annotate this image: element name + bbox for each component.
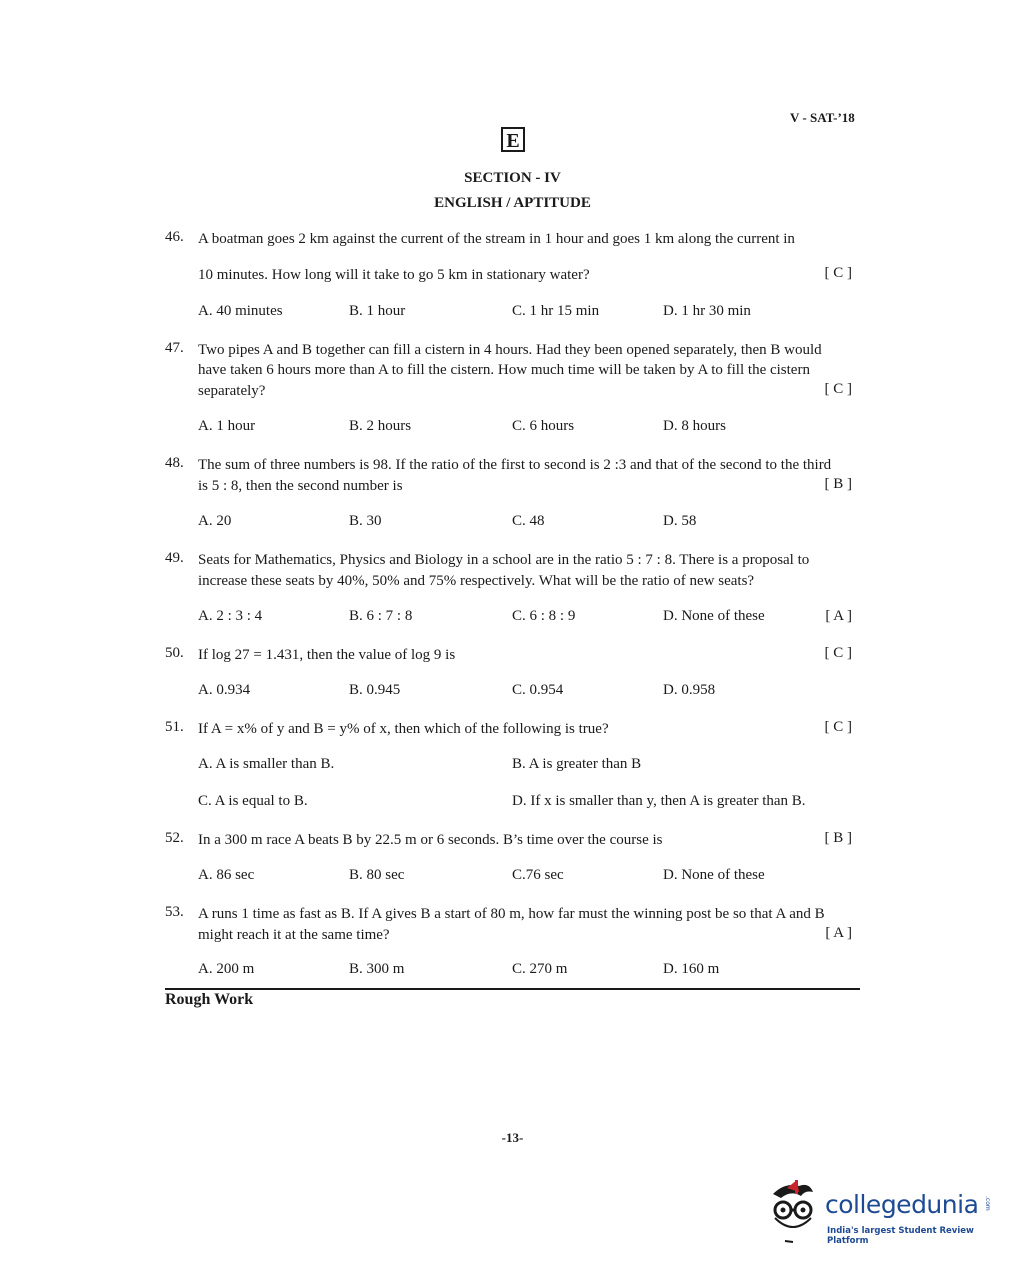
option: A. 2 : 3 : 4 [198, 608, 263, 624]
question-line: Seats for Mathematics, Physics and Biology in a school are in the ratio 5 : 7 : 8. There is a proposal to [198, 552, 810, 568]
option: D. 1 hr 30 min [663, 303, 751, 319]
question-line: is 5 : 8, then the second number is [198, 478, 403, 494]
option: D. 160 m [663, 961, 720, 977]
option: B. 0.945 [349, 682, 401, 698]
option: C. A is equal to B. [198, 793, 308, 809]
set-letter-box: E [501, 127, 525, 152]
answer-key: [ B ] [824, 476, 852, 492]
question-line: 10 minutes. How long will it take to go 5 km in stationary water? [198, 267, 590, 283]
logo-com: .com [984, 1196, 991, 1211]
answer-key: [ A ] [825, 925, 852, 941]
question-line: The sum of three numbers is 98. If the ratio of the first to second is 2 :3 and that of the second to the third [198, 457, 832, 473]
question-line: increase these seats by 40%, 50% and 75% respectively. What will be the ratio of new seats? [198, 573, 755, 589]
answer-key: [ C ] [824, 265, 852, 281]
option: D. None of these [663, 867, 765, 883]
section-subtitle: ENGLISH / APTITUDE [434, 195, 591, 211]
question-number: 51. [165, 719, 184, 735]
option: B. 1 hour [349, 303, 406, 319]
option: C. 6 : 8 : 9 [512, 608, 576, 624]
option: A. 0.934 [198, 682, 251, 698]
option: C. 270 m [512, 961, 568, 977]
rough-work-label: Rough Work [165, 991, 254, 1008]
option: B. 30 [349, 513, 382, 529]
option: A. 200 m [198, 961, 255, 977]
question-line: A runs 1 time as fast as B. If A gives B a start of 80 m, how far must the winning post be so that A and B [198, 906, 825, 922]
option: B. 2 hours [349, 418, 412, 434]
mascot-icon [765, 1178, 825, 1248]
option: B. 300 m [349, 961, 405, 977]
question-number: 53. [165, 904, 184, 920]
option: D. If x is smaller than y, then A is greater than B. [512, 793, 806, 809]
question-line: In a 300 m race A beats B by 22.5 m or 6 seconds. B’s time over the course is [198, 832, 663, 848]
option: C. 48 [512, 513, 545, 529]
question-line: A boatman goes 2 km against the current of the stream in 1 hour and goes 1 km along the current in [198, 231, 795, 247]
option: B. A is greater than B [512, 756, 642, 772]
divider [165, 988, 860, 990]
question-number: 50. [165, 645, 184, 661]
question-line: separately? [198, 383, 266, 399]
question-number: 46. [165, 229, 184, 245]
question-line: Two pipes A and B together can fill a cistern in 4 hours. Had they been opened separately, then B would [198, 342, 822, 358]
page-number: -13- [501, 1130, 524, 1145]
option: B. 80 sec [349, 867, 405, 883]
option: C. 0.954 [512, 682, 564, 698]
logo-wordmark: collegedunia [825, 1190, 979, 1219]
question-line: have taken 6 hours more than A to fill the cistern. How much time will be taken by A to fill the cistern [198, 362, 810, 378]
question-number: 47. [165, 340, 184, 356]
option: C. 6 hours [512, 418, 575, 434]
question-line: If log 27 = 1.431, then the value of log 9 is [198, 647, 456, 663]
question-number: 49. [165, 550, 184, 566]
question-line: might reach it at the same time? [198, 927, 390, 943]
question-number: 48. [165, 455, 184, 471]
option: B. 6 : 7 : 8 [349, 608, 413, 624]
option: D. None of these [663, 608, 765, 624]
answer-key: [ C ] [824, 381, 852, 397]
option: C.76 sec [512, 867, 564, 883]
option: C. 1 hr 15 min [512, 303, 600, 319]
answer-key: [ A ] [825, 608, 852, 624]
logo-tagline: India's largest Student Review Platform [827, 1226, 974, 1246]
header-code: V - SAT-’18 [790, 110, 855, 125]
section-title: SECTION - IV [464, 170, 561, 186]
question-number: 52. [165, 830, 184, 846]
collegedunia-logo [765, 1178, 995, 1248]
option: A. 40 minutes [198, 303, 283, 319]
option: D. 8 hours [663, 418, 726, 434]
option: D. 0.958 [663, 682, 716, 698]
answer-key: [ B ] [824, 830, 852, 846]
option: A. 86 sec [198, 867, 255, 883]
answer-key: [ C ] [824, 719, 852, 735]
option: A. 1 hour [198, 418, 256, 434]
question-line: If A = x% of y and B = y% of x, then which of the following is true? [198, 721, 609, 737]
answer-key: [ C ] [824, 645, 852, 661]
option: A. 20 [198, 513, 232, 529]
option: D. 58 [663, 513, 697, 529]
option: A. A is smaller than B. [198, 756, 335, 772]
